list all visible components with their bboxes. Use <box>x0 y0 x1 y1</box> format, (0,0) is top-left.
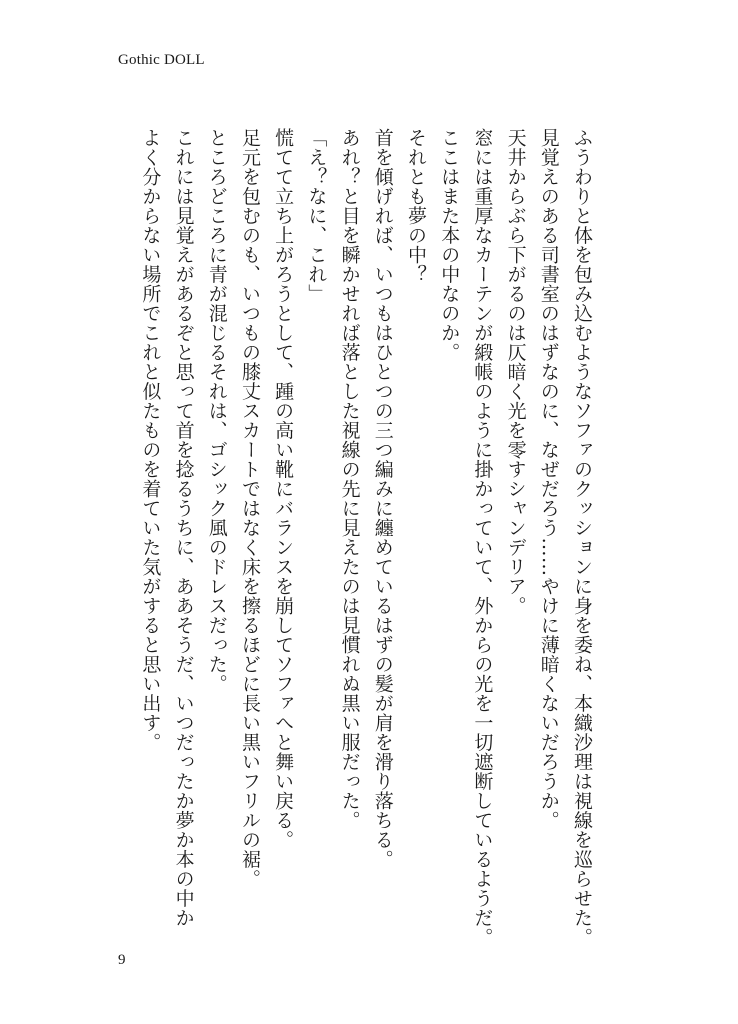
text-line: 首を傾げれば、いつもはひとつの三つ編みに纏めているはずの髪が肩を滑り落ちる。 <box>371 128 394 869</box>
text-line: 「え？なに、これ」 <box>305 128 328 304</box>
page-number: 9 <box>118 952 126 968</box>
text-line: ところどころに青が混じるそれは、ゴシック風のドレスだった。 <box>205 128 228 694</box>
text-line: これには見覚えがあるぞと思って首を捻るうちに、ああそうだ、いつだったか夢か本の中か <box>172 128 195 928</box>
text-line: 天井からぶら下がるのは仄暗く光を零すシャンデリア。 <box>504 128 527 616</box>
text-line: あれ？と目を瞬かせれば落とした視線の先に見えたのは見慣れぬ黒い服だった。 <box>338 128 361 830</box>
text-line: よく分からない場所でこれと似たものを着ていた気がすると思い出す。 <box>139 128 162 752</box>
running-header: Gothic DOLL <box>118 52 205 68</box>
text-line: 慌てて立ち上がろうとして、踵の高い靴にバランスを崩してソファへと舞い戻る。 <box>272 128 295 850</box>
text-line: それとも夢の中？ <box>404 128 427 284</box>
text-line: 足元を包むのも、いつもの膝丈スカートではなく床を擦るほどに長い黒いフリルの裾。 <box>238 128 261 889</box>
text-line: ふうわりと体を包み込むようなソファのクッションに身を委ね、本織沙理は視線を巡らせた。 <box>571 128 593 947</box>
text-line: 見覚えのある司書室のはずなのに、なぜだろう……やけに薄暗くないだろうか。 <box>537 128 560 830</box>
body-text <box>133 128 598 947</box>
text-line: ここはまた本の中なのか。 <box>438 128 461 362</box>
text-line: 窓には重厚なカーテンが緞帳のように掛かっていて、外からの光を一切遮断しているようだ。 <box>471 128 494 947</box>
